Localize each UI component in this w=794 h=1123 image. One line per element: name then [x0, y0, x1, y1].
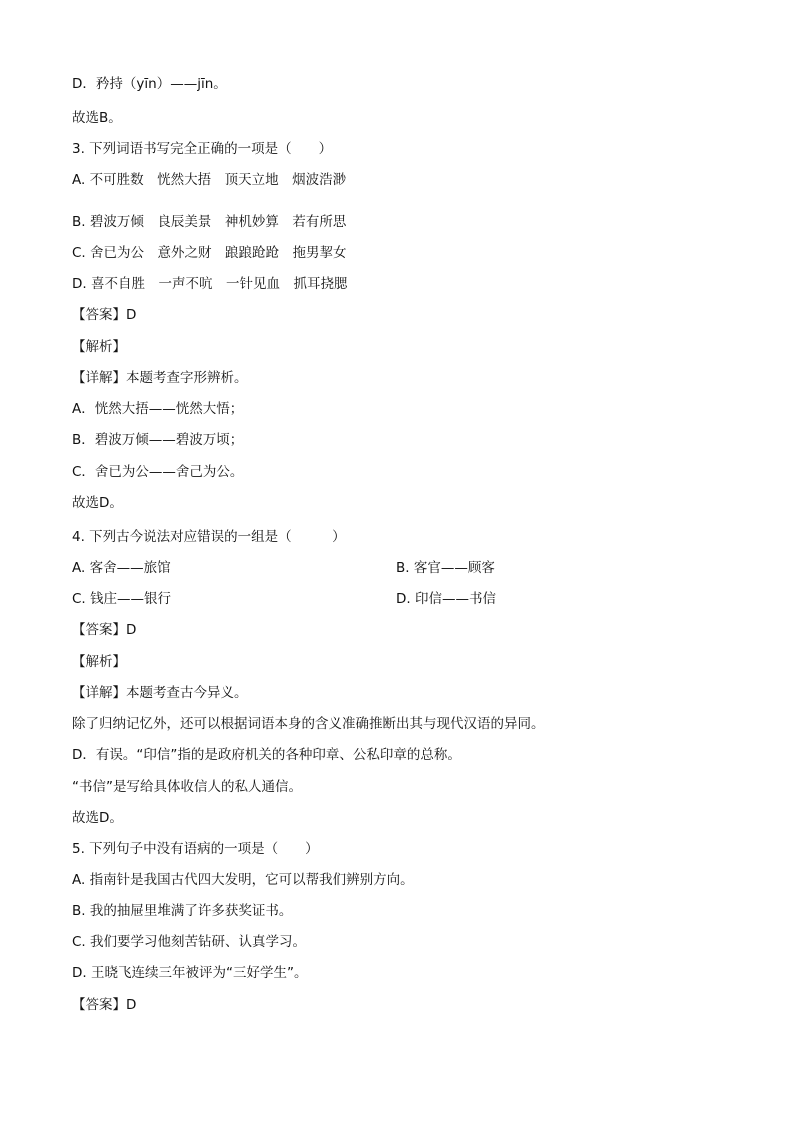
question-3-option-c: C. 舍已为公 意外之财 踉踉跄跄 拖男挈女: [72, 245, 347, 261]
answer-label: 【答案】D: [72, 307, 137, 323]
answer-label: 【答案】D: [72, 622, 137, 638]
analysis-label: 【解析】: [72, 654, 126, 670]
explanation-line: B．碧波万倾——碧波万顷；: [72, 432, 244, 448]
explanation-line: C．舍已为公——舍己为公。: [72, 464, 244, 480]
question-5-option-d: D. 王晓飞连续三年被评为“三好学生”。: [72, 965, 308, 981]
explanation-line: A．恍然大捂——恍然大悟；: [72, 401, 244, 417]
explanation-line: “书信”是写给具体收信人的私人通信。: [72, 779, 302, 795]
text-line: 故选B。: [72, 110, 122, 126]
question-3-title: 3. 下列词语书写完全正确的一项是（ ）: [72, 141, 333, 157]
question-5-title: 5. 下列句子中没有语病的一项是（ ）: [72, 841, 319, 857]
question-4-title: 4. 下列古今说法对应错误的一组是（ ）: [72, 529, 346, 545]
question-5-option-c: C. 我们要学习他刻苦钻研、认真学习。: [72, 934, 307, 950]
question-4-option-d: D. 印信——书信: [396, 591, 496, 607]
question-3-option-d: D. 喜不自胜 一声不吭 一针见血 抓耳挠腮: [72, 276, 348, 292]
conclusion-line: 故选D。: [72, 495, 123, 511]
answer-label: 【答案】D: [72, 997, 137, 1013]
question-3-option-a: A. 不可胜数 恍然大捂 顶天立地 烟波浩渺: [72, 172, 347, 188]
text-line: D．矜持（yīn）——jīn。: [72, 76, 227, 92]
detail-label: 【详解】本题考查字形辨析。: [72, 370, 248, 386]
conclusion-line: 故选D。: [72, 810, 123, 826]
detail-label: 【详解】本题考查古今异义。: [72, 685, 248, 701]
explanation-line: 除了归纳记忆外，还可以根据词语本身的含义准确推断出其与现代汉语的异同。: [72, 716, 545, 732]
analysis-label: 【解析】: [72, 339, 126, 355]
question-4-option-b: B. 客官——顾客: [396, 560, 495, 576]
question-4-option-c: C. 钱庄——银行: [72, 591, 172, 607]
question-4-option-a: A. 客舍——旅馆: [72, 560, 171, 576]
question-5-option-b: B. 我的抽屉里堆满了许多获奖证书。: [72, 903, 293, 919]
question-3-option-b: B. 碧波万倾 良辰美景 神机妙算 若有所思: [72, 214, 347, 230]
explanation-line: D．有误。“印信”指的是政府机关的各种印章、公私印章的总称。: [72, 747, 461, 763]
question-5-option-a: A. 指南针是我国古代四大发明，它可以帮我们辨别方向。: [72, 872, 414, 888]
